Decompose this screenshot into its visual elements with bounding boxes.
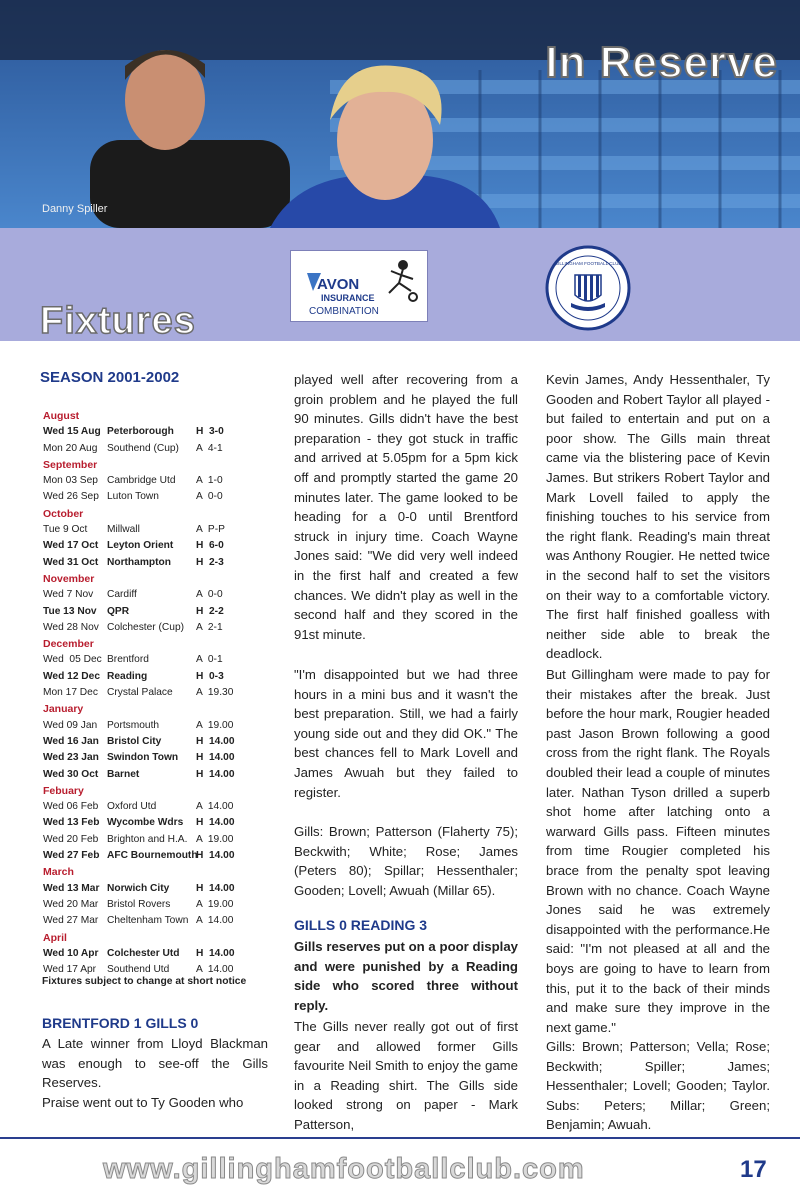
- fixture-result: A 1-0: [196, 475, 223, 487]
- fixture-row: [40, 587, 280, 603]
- fixture-month-label: [40, 701, 280, 717]
- fixture-opponent: Brighton and H.A.: [107, 833, 188, 845]
- fixture-row: [40, 652, 280, 668]
- fixture-result: H 14.00: [196, 752, 235, 764]
- fixture-result: H 14.00: [196, 882, 235, 894]
- fixture-result: A 2-1: [196, 621, 223, 633]
- fixture-row: [40, 881, 280, 897]
- reading-body-b: Kevin James, Andy Hessenthaler, Ty Gooden and Robert Taylor all played - but failed to entertain and put on a poor show. The Gills main threat came via the blistering pace of Kevin James. But strikers Robert Taylor and Mark Lovell failed to apply the finishing touches to his service from the right flank. Reading's main threat was Anthony Rougier. He netted twice in the second half to set the visitors on their way to a comfortable victory. The first half finished goalless with neither side able to break the deadlock.: [546, 372, 770, 662]
- fixture-result: A 14.00: [196, 801, 234, 813]
- footer-divider: [0, 1137, 800, 1139]
- fixture-result: H 0-3: [196, 670, 224, 682]
- fixture-result: A 0-1: [196, 654, 223, 666]
- season-title: SEASON 2001-2002: [40, 369, 180, 386]
- brentford-body-start: Praise went out to Ty Gooden who: [42, 1094, 244, 1110]
- fixture-date: Wed 27 Feb: [43, 850, 100, 862]
- fixture-date: Wed 28 Nov: [43, 621, 99, 633]
- fixture-date: Wed 20 Mar: [43, 898, 99, 910]
- fixture-row: [40, 441, 280, 457]
- fixture-opponent: Barnet: [107, 768, 140, 780]
- fixture-month-label: [40, 506, 280, 522]
- fixture-row: [40, 767, 280, 783]
- fixture-opponent: Northampton: [107, 556, 171, 568]
- fixture-date: Wed 09 Jan: [43, 719, 98, 731]
- fixture-row: [40, 897, 280, 913]
- fixture-row: [40, 913, 280, 929]
- brentford-intro: [42, 1034, 268, 1112]
- fixture-date: Mon 17 Dec: [43, 687, 98, 699]
- fixture-month-label: [40, 864, 280, 880]
- fixture-result: A P-P: [196, 524, 225, 536]
- month-name: October: [43, 507, 84, 520]
- fixture-date: Mon 03 Sep: [43, 475, 98, 487]
- fixture-result: H 14.00: [196, 768, 235, 780]
- fixture-opponent: Luton Town: [107, 491, 159, 503]
- footballer-icon: [389, 261, 417, 301]
- month-name: Febuary: [43, 784, 84, 797]
- fixture-result: A 14.00: [196, 964, 234, 976]
- fixture-row: [40, 669, 280, 685]
- fixture-opponent: Leyton Orient: [107, 540, 174, 552]
- fixture-date: Wed 31 Oct: [43, 556, 99, 568]
- svg-text:GILLINGHAM FOOTBALL CLUB: GILLINGHAM FOOTBALL CLUB: [554, 261, 622, 266]
- fixture-result: A 19.30: [196, 687, 234, 699]
- fixture-result: H 6-0: [196, 540, 224, 552]
- fixture-date: Wed 17 Oct: [43, 540, 99, 552]
- fixture-date: Wed 13 Feb: [43, 817, 100, 829]
- fixture-result: H 3-0: [196, 426, 224, 438]
- svg-text:INSURANCE: INSURANCE: [321, 293, 375, 303]
- fixture-opponent: Bristol Rovers: [107, 898, 171, 910]
- fixture-row: [40, 734, 280, 750]
- photo-caption: Danny Spiller: [42, 203, 108, 215]
- svg-text:COMBINATION: COMBINATION: [309, 306, 379, 317]
- fixture-opponent: Cambridge Utd: [107, 475, 176, 487]
- fixture-opponent: Cheltenham Town: [107, 915, 189, 927]
- fixture-result: H 14.00: [196, 817, 235, 829]
- fixture-opponent: Southend (Cup): [107, 442, 179, 454]
- fixture-opponent: Crystal Palace: [107, 687, 173, 699]
- month-name: September: [43, 458, 98, 471]
- brentford-body-continued: played well after recovering from a groin problem and he played the full 90 minutes. Gills didn't have the best preparation - they got stuck in traffic and arrived at 5.05pm for a 5pm kick off and promptly started the game 20 minutes later. The game looked to be heading for a 0-0 until Brentford struck in injury time. Coach Wayne Jones said: "We did very well indeed in the first half and created a few chances. We didn't play as well in the second half and they scored in the 91st minute.: [294, 372, 518, 642]
- fixture-date: Mon 20 Aug: [43, 442, 98, 454]
- fixture-opponent: Peterborough: [107, 426, 174, 438]
- brentford-match-heading: BRENTFORD 1 GILLS 0: [42, 1015, 199, 1031]
- month-name: December: [43, 638, 94, 651]
- fixture-result: A 0-0: [196, 589, 223, 601]
- fixture-result: H 14.00: [196, 850, 235, 862]
- fixture-date: Wed 16 Jan: [43, 735, 99, 747]
- fixture-date: Wed 06 Feb: [43, 801, 99, 813]
- fixture-opponent: Brentford: [107, 654, 149, 666]
- fixture-result: H 2-2: [196, 605, 224, 617]
- fixture-month-label: [40, 408, 280, 424]
- fixture-opponent: AFC Bournemouth: [107, 850, 198, 862]
- reading-body-c: But Gillingham were made to pay for their mistakes after the break. Just before the hour mark, Rougier headed past Jason Brown following a good cross from the right flank. The Royals doubled their lead a couple of minutes later. Nathan Tyson drilled a superb shot home after latching onto a warward Gills pass. Fifteen minutes from time Rougier completed his brace from the penalty spot leaving Brown with no chance. Coach Wayne Jones said he was extremely disappointed with the performance.He said: "I'm not pleased at all and the boys are going to have to learn from this, put it to the back of their minds and make sure they improve in the next game.": [546, 667, 770, 1035]
- fixture-month-label: [40, 930, 280, 946]
- reading-body-a: The Gills never really got out of first gear and allowed former Gills favourite Neil Smith to enjoy the game in a Reading shirt. The Gills side looked strong on paper - Mark Patterson,: [294, 1019, 518, 1132]
- fixture-opponent: Oxford Utd: [107, 801, 157, 813]
- fixture-month-label: [40, 457, 280, 473]
- reading-match-heading: GILLS 0 READING 3: [294, 917, 428, 933]
- fixture-month-label: [40, 571, 280, 587]
- fixture-row: [40, 538, 280, 554]
- header-photo: [0, 0, 800, 228]
- brentford-intro-text: A Late winner from Lloyd Blackman was enough to see-off the Gills Reserves.: [42, 1036, 268, 1091]
- fixture-opponent: Norwich City: [107, 882, 170, 894]
- fixture-result: A 0-0: [196, 491, 223, 503]
- fixture-month-label: [40, 636, 280, 652]
- month-name: August: [43, 410, 80, 422]
- fixture-opponent: Portsmouth: [107, 719, 160, 731]
- fixture-opponent: Wycombe Wdrs: [107, 817, 184, 829]
- fixture-date: Wed 17 Apr: [43, 964, 97, 976]
- fixture-row: [40, 522, 280, 538]
- fixture-opponent: Reading: [107, 670, 148, 682]
- fixture-row: [40, 750, 280, 766]
- fixture-result: A 19.00: [196, 719, 234, 731]
- fixture-row: [40, 620, 280, 636]
- fixture-date: Tue 13 Nov: [43, 605, 97, 617]
- reading-lineup: Gills: Brown; Patterson; Vella; Rose; Beckwith; Spiller; James; Hessenthaler; Lovell; Gooden; Taylor. Subs: Peters; Millar; Green; Benjamin; Awuah.: [546, 1039, 770, 1133]
- fixture-row: [40, 832, 280, 848]
- fixture-row: [40, 604, 280, 620]
- fixture-date: Wed 30 Oct: [43, 768, 99, 780]
- fixture-date: Wed 23 Jan: [43, 752, 99, 764]
- fixture-row: [40, 489, 280, 505]
- fixtures-note: Fixtures subject to change at short notice: [42, 976, 247, 987]
- stadium-photo-illustration: [0, 0, 800, 228]
- avon-combination-logo: [290, 250, 428, 322]
- section-title: In Reserve: [545, 38, 778, 87]
- fixture-row: [40, 473, 280, 489]
- fixture-row: [40, 685, 280, 701]
- fixture-date: Wed 05 Dec: [43, 654, 102, 666]
- fixtures-table: [40, 408, 280, 978]
- month-name: November: [43, 572, 95, 585]
- fixture-row: [40, 555, 280, 571]
- fixture-row: [40, 946, 280, 962]
- fixture-row: [40, 815, 280, 831]
- fixture-opponent: Colchester Utd: [107, 947, 180, 959]
- brentford-quote: "I'm disappointed but we had three hours in a mini bus and it wasn't the best preparation. Still, we had a fairly young side out and they did OK." The best chances fell to Mark Lovell and James Awuah but they failed to register.: [294, 667, 518, 800]
- fixture-result: A 19.00: [196, 833, 234, 845]
- month-name: March: [43, 866, 74, 879]
- fixture-opponent: Cardiff: [107, 589, 137, 601]
- fixture-row: [40, 424, 280, 440]
- footer-website-url: www.gillinghamfootballclub.com: [103, 1153, 585, 1185]
- fixture-result: H 2-3: [196, 556, 224, 568]
- fixture-date: Wed 7 Nov: [43, 589, 94, 601]
- svg-text:AVON: AVON: [317, 276, 360, 293]
- fixtures-heading: Fixtures: [40, 300, 196, 342]
- fixture-date: Wed 10 Apr: [43, 947, 99, 959]
- fixture-row: [40, 848, 280, 864]
- month-name: April: [43, 931, 67, 944]
- fixture-date: Wed 20 Feb: [43, 833, 99, 845]
- fixture-month-label: [40, 783, 280, 799]
- fixture-date: Wed 15 Aug: [43, 426, 101, 438]
- fixture-date: Wed 27 Mar: [43, 915, 99, 927]
- brentford-lineup: Gills: Brown; Patterson (Flaherty 75); Beckwith; White; Rose; James (Peters 80); Spillar; Hessenthaler; Gooden; Lovell; Awuah (Millar 65).: [294, 824, 518, 898]
- fixture-date: Wed 13 Mar: [43, 882, 100, 894]
- fixture-result: A 4-1: [196, 442, 223, 454]
- fixture-row: [40, 799, 280, 815]
- fixture-result: H 14.00: [196, 735, 235, 747]
- club-crest-icon: [545, 245, 631, 331]
- fixture-opponent: Southend Utd: [107, 964, 170, 976]
- reading-intro: Gills reserves put on a poor display and were punished by a Reading side who scored three without reply.: [294, 939, 518, 1013]
- fixture-result: A 19.00: [196, 898, 234, 910]
- page-number: 17: [740, 1156, 767, 1183]
- fixture-opponent: Swindon Town: [107, 752, 179, 764]
- fixture-date: Wed 12 Dec: [43, 670, 101, 682]
- fixture-opponent: QPR: [107, 605, 130, 617]
- fixture-opponent: Colchester (Cup): [107, 621, 184, 633]
- fixture-opponent: Millwall: [107, 524, 140, 536]
- fixture-row: [40, 718, 280, 734]
- fixture-date: Tue 9 Oct: [43, 524, 88, 536]
- fixture-result: H 14.00: [196, 947, 235, 959]
- fixture-opponent: Bristol City: [107, 735, 162, 747]
- month-name: January: [43, 703, 84, 716]
- fixture-result: A 14.00: [196, 915, 234, 927]
- fixture-date: Wed 26 Sep: [43, 491, 99, 503]
